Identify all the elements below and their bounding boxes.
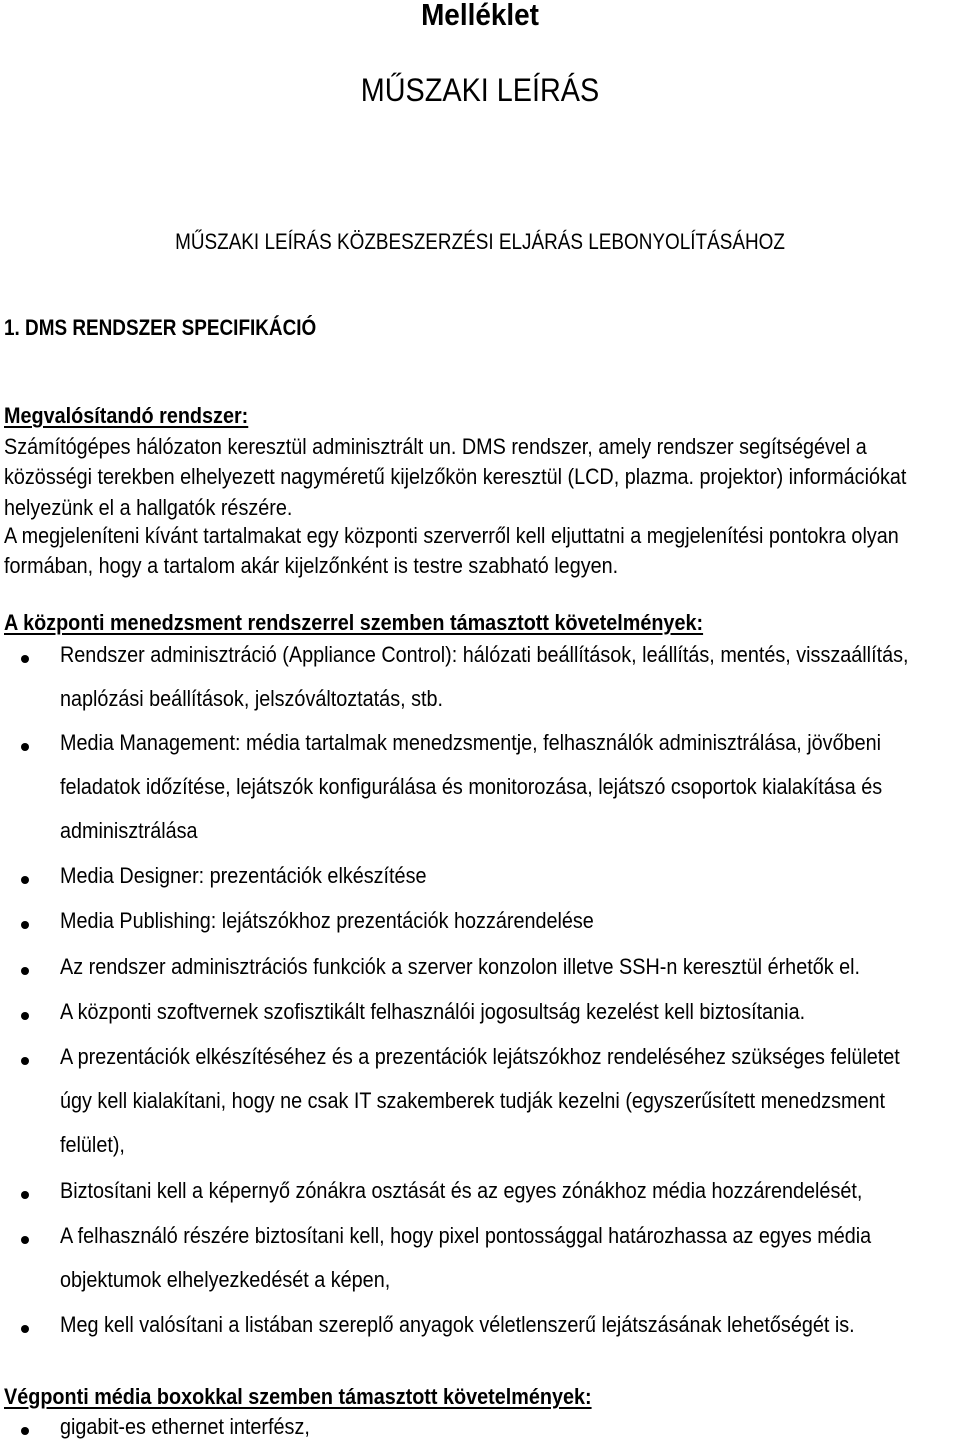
- bullet-icon: [21, 743, 29, 751]
- list-item-line: feladatok időzítése, lejátszók konfigurálása és monitorozása, lejátszó csoportok kialakítása és: [60, 774, 883, 799]
- bullet-icon: [21, 921, 29, 929]
- list-item-line: Media Designer: prezentációk elkészítése: [60, 863, 427, 888]
- list-item-line: Media Management: média tartalmak menedzsmentje, felhasználók adminisztrálása, jövőbeni: [60, 730, 882, 755]
- list-item-line: úgy kell kialakítani, hogy ne csak IT szakemberek tudják kezelni (egyszerűsített menedzsment: [60, 1088, 886, 1113]
- list-item-line: Meg kell valósítani a listában szereplő anyagok véletlenszerű lejátszásának lehetőségét is.: [60, 1312, 855, 1337]
- document-title: Melléklet: [421, 0, 539, 32]
- list-item-line: gigabit-es ethernet interfész,: [60, 1414, 310, 1439]
- list-item-line: Rendszer adminisztráció (Appliance Control): hálózati beállítások, leállítás, mentés, visszaállítás,: [60, 642, 909, 667]
- bullet-icon: [21, 967, 29, 975]
- list-item-line: Az rendszer adminisztrációs funkciók a szerver konzolon illetve SSH-n keresztül érhetők el.: [60, 954, 861, 979]
- bullet-icon: [21, 655, 29, 663]
- bullet-icon: [21, 1191, 29, 1199]
- list-item-line: A központi szoftvernek szofisztikált felhasználói jogosultság kezelést kell biztosítania.: [60, 999, 806, 1024]
- list-item-line: Biztosítani kell a képernyő zónákra osztását és az egyes zónákhoz média hozzárendelését,: [60, 1178, 863, 1203]
- list-item-line: felület),: [60, 1132, 125, 1157]
- bullet-icon: [21, 876, 29, 884]
- system-label: Megvalósítandó rendszer:: [4, 403, 249, 428]
- bullet-icon: [21, 1427, 29, 1435]
- intro-line-5: formában, hogy a tartalom akár kijelzőnként is testre szabható legyen.: [4, 553, 619, 578]
- procurement-heading: MŰSZAKI LEÍRÁS KÖZBESZERZÉSI ELJÁRÁS LEBONYOLÍTÁSÁHOZ: [175, 229, 785, 254]
- central-requirements-heading: A központi menedzsment rendszerrel szemben támasztott követelmények:: [4, 610, 704, 635]
- section1-heading: 1. DMS RENDSZER SPECIFIKÁCIÓ: [4, 315, 317, 340]
- list-item-line: adminisztrálása: [60, 818, 198, 843]
- list-item-line: objektumok elhelyezkedését a képen,: [60, 1267, 391, 1292]
- bullet-icon: [21, 1236, 29, 1244]
- list-item-line: A felhasználó részére biztosítani kell, hogy pixel pontossággal határozhassa az egyes média: [60, 1223, 872, 1248]
- bullet-icon: [21, 1057, 29, 1065]
- list-item-line: naplózási beállítások, jelszóváltoztatás, stb.: [60, 686, 444, 711]
- endpoint-requirements-heading: Végponti média boxokkal szemben támasztott követelmények:: [4, 1384, 592, 1409]
- intro-line-1: Számítógépes hálózaton keresztül adminisztrált un. DMS rendszer, amely rendszer segítségével a: [4, 434, 867, 459]
- bullet-icon: [21, 1012, 29, 1020]
- list-item-line: Media Publishing: lejátszókhoz prezentációk hozzárendelése: [60, 908, 594, 933]
- intro-line-4: A megjeleníteni kívánt tartalmakat egy központi szerverről kell eljuttatni a megjelenítési pontokra olyan: [4, 523, 899, 548]
- document-subtitle: MŰSZAKI LEÍRÁS: [360, 72, 600, 108]
- bullet-icon: [21, 1325, 29, 1333]
- list-item-line: A prezentációk elkészítéséhez és a prezentációk lejátszókhoz rendeléséhez szükséges felületet: [60, 1044, 900, 1069]
- intro-line-3: helyezünk el a hallgatók részére.: [4, 495, 293, 520]
- intro-line-2: közösségi terekben elhelyezett nagyméretű kijelzőkön keresztül (LCD, plazma. projektor) információkat: [4, 464, 907, 489]
